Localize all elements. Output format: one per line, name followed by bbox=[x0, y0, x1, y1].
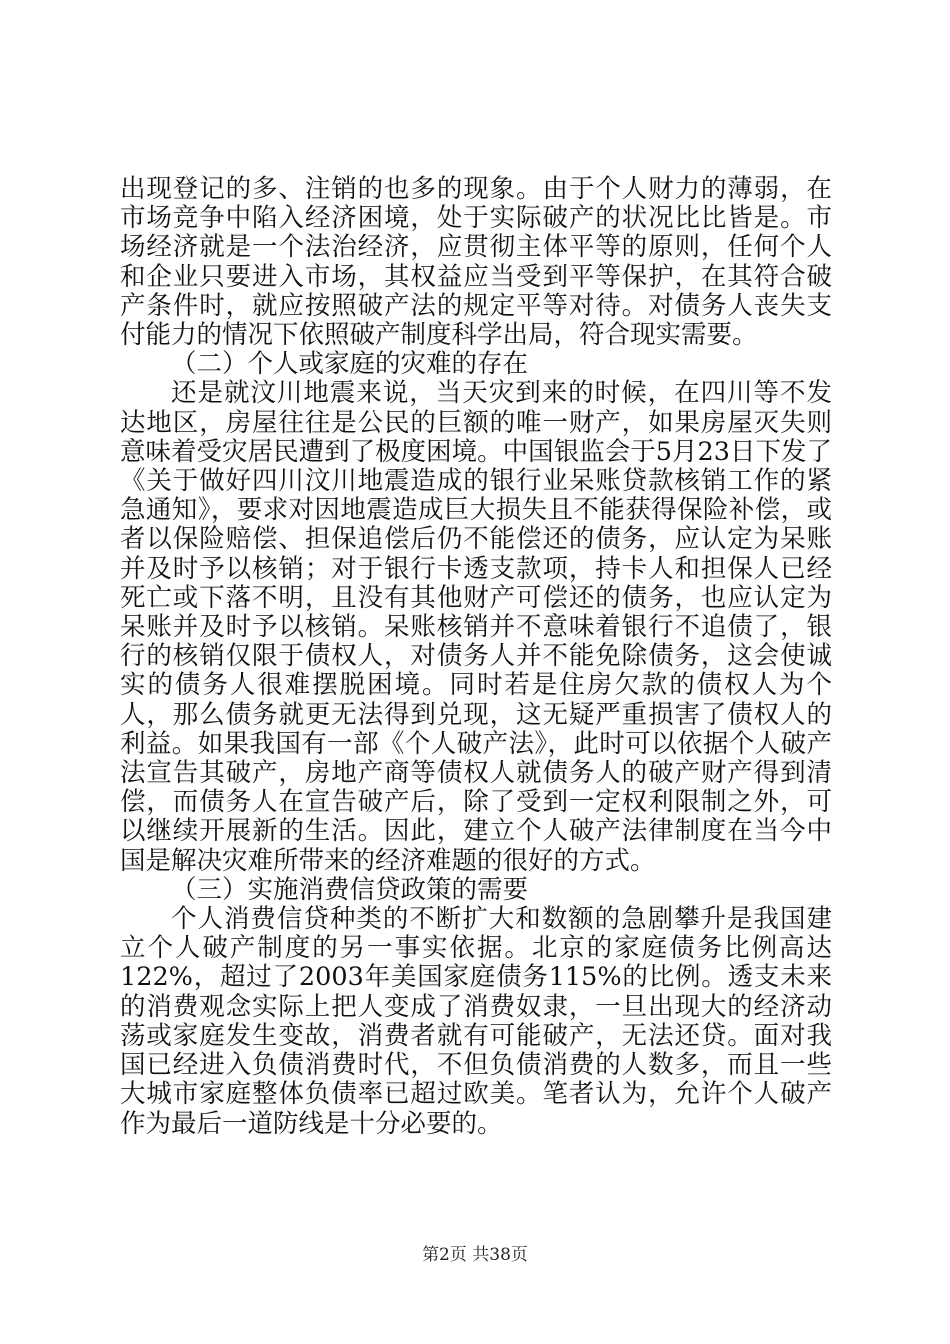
page-number-footer: 第2页 共38页 bbox=[422, 1245, 528, 1265]
paragraph-disaster: 还是就汶川地震来说，当天灾到来的时候，在四川等不发达地区，房屋往往是公民的巨额的唯一财产，如果房屋灭失则意味着受灾居民遭到了极度困境。中国银监会于5月23日下发了《关于做好四川汶川地震造成的银行业呆账贷款核销工作的紧急通知》，要求对因地震造成巨大损失且不能获得保险补偿，或者以保险赔偿、担保追偿后仍不能偿还的债务，应认定为呆账并及时予以核销；对于银行卡透支款项，持卡人和担保人已经死亡或下落不明，且没有其他财产可偿还的债务，也应认定为呆账并及时予以核销。呆账核销并不意味着银行不追债了，银行的核销仅限于债权人，对债务人并不能免除债务，这会使诚实的债务人很难摆脱困境。同时若是住房欠款的债权人为个人，那么债务就更无法得到兑现，这无疑严重损害了债权人的利益。如果我国有一部《个人破产法》，此时可以依据个人破产法宣告其破产，房地产商等债权人就债务人的破产财产得到清偿，而债务人在宣告破产后，除了受到一定权利限制之外，可以继续开展新的生活。因此，建立个人破产法律制度在当今中国是解决灾难所带来的经济难题的很好的方式。 bbox=[120, 378, 832, 876]
paragraph-continuation: 出现登记的多、注销的也多的现象。由于个人财力的薄弱，在市场竞争中陷入经济困境，处于实际破产的状况比比皆是。市场经济就是一个法治经济，应贯彻主体平等的原则，任何个人和企业只要进入市场，其权益应当受到平等保护，在其符合破产条件时，就应按照破产法的规定平等对待。对债务人丧失支付能力的情况下依照破产制度科学出局，符合现实需要。 bbox=[120, 174, 832, 351]
section-heading-3: （三）实施消费信贷政策的需要 bbox=[171, 874, 529, 905]
document-body bbox=[120, 175, 832, 1139]
section-heading-2: （二）个人或家庭的灾难的存在 bbox=[171, 349, 529, 380]
paragraph-consumer-credit: 个人消费信贷种类的不断扩大和数额的急剧攀升是我国建立个人破产制度的另一事实依据。北京的家庭债务比例高达122%，超过了2003年美国家庭债务115%的比例。透支未来的消费观念实际上把人变成了消费奴隶，一旦出现大的经济动荡或家庭发生变故，消费者就有可能破产，无法还贷。面对我国已经进入负债消费时代，不但负债消费的人数多，而且一些大城市家庭整体负债率已超过欧美。笔者认为，允许个人破产作为最后一道防线是十分必要的。 bbox=[120, 904, 832, 1139]
